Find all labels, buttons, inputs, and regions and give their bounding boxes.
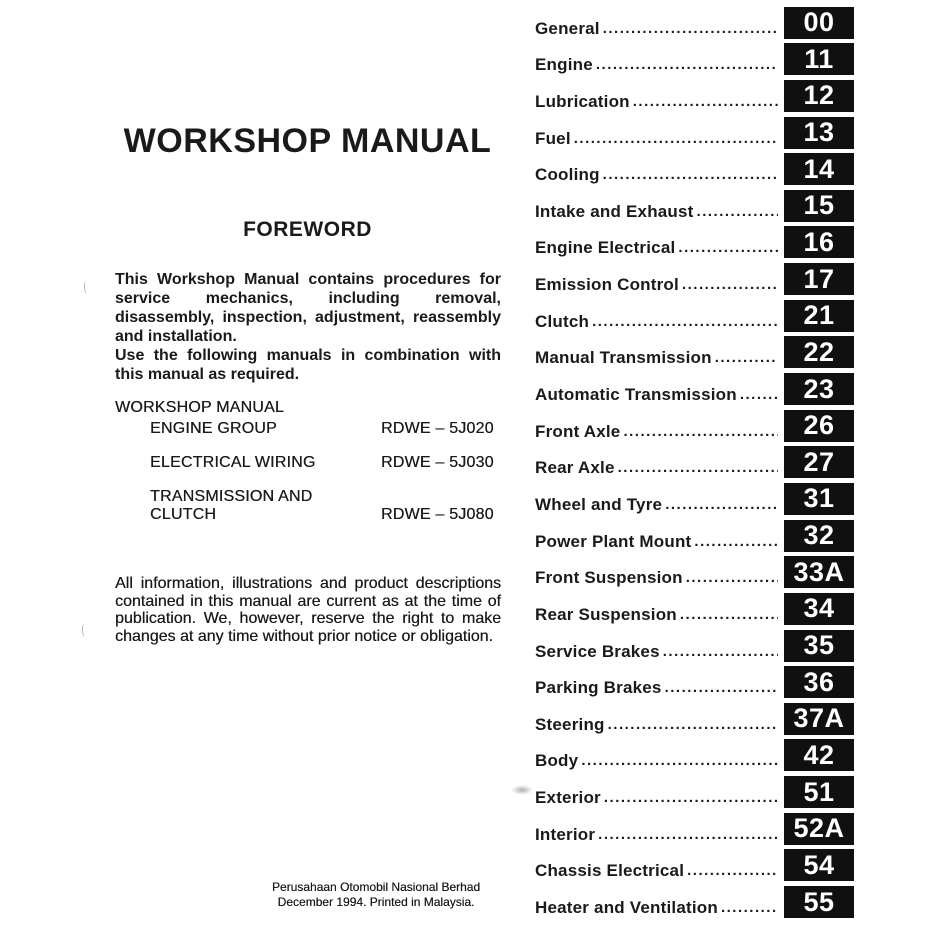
page-title: WORKSHOP MANUAL	[123, 122, 492, 160]
section-label: Engine	[535, 55, 593, 75]
dot-leader	[603, 19, 778, 39]
section-index-row	[535, 295, 854, 332]
section-number-tab: 23	[784, 373, 854, 405]
section-index-row	[535, 405, 854, 442]
dot-leader	[694, 532, 778, 552]
section-index-row	[535, 149, 854, 186]
section-label: Manual Transmission	[535, 348, 712, 368]
section-number-tab: 32	[784, 520, 854, 552]
section-index-row	[535, 771, 854, 808]
manual-item	[150, 420, 501, 438]
section-index-row	[535, 185, 854, 222]
section-number-tab: 54	[784, 849, 854, 881]
section-index-row	[535, 881, 854, 918]
section-label: Interior	[535, 824, 596, 844]
section-label: Cooling	[535, 165, 600, 185]
section-index-row	[535, 515, 854, 552]
section-label: Rear Suspension	[535, 604, 677, 624]
section-number-tab: 22	[784, 336, 854, 368]
section-number-tab: 21	[784, 300, 854, 332]
section-index-row	[535, 442, 854, 479]
dot-leader	[665, 678, 778, 698]
section-number-tab: 27	[784, 446, 854, 478]
section-number-tab: 13	[784, 117, 854, 149]
dot-leader	[581, 751, 778, 771]
section-number-tab: 15	[784, 190, 854, 222]
section-index-row	[535, 625, 854, 662]
dot-leader	[682, 275, 778, 295]
dot-leader	[665, 495, 778, 515]
page-footer	[240, 880, 512, 910]
section-label: Fuel	[535, 128, 571, 148]
section-index-row	[535, 112, 854, 149]
section-index-row	[535, 808, 854, 845]
dot-leader	[608, 715, 778, 735]
section-label: Clutch	[535, 311, 590, 331]
intro-sentence-2: Use the following manuals in combination with this manual as required.	[115, 347, 501, 383]
section-index-row	[535, 258, 854, 295]
section-number-tab: 51	[784, 776, 854, 808]
section-label: Service Brakes	[535, 641, 660, 661]
section-number-tab: 26	[784, 410, 854, 442]
section-label: Exterior	[535, 788, 601, 808]
disclaimer-paragraph: All information, illustrations and product descriptions contained in this manual are current as at the time of publication. We, however, reserve the right to make changes at any time without prior notice or obligation.	[115, 575, 501, 645]
section-number-tab: 33A	[784, 556, 854, 588]
section-index-row	[535, 662, 854, 699]
dot-leader	[715, 348, 778, 368]
section-label: Intake and Exhaust	[535, 201, 694, 221]
dot-leader	[592, 312, 778, 332]
manual-item	[150, 454, 501, 472]
dot-leader	[663, 642, 778, 662]
section-index-row	[535, 698, 854, 735]
manual-code: RDWE – 5J030	[381, 454, 494, 471]
scan-artifact	[84, 281, 90, 294]
dot-leader	[678, 238, 778, 258]
section-index-row	[535, 75, 854, 112]
section-index-row	[535, 735, 854, 772]
intro-sentence-1: This Workshop Manual contains procedures for service mechanics, including removal, disassembly, inspection, adjustment, reassembly and installation.	[115, 271, 501, 345]
section-label: Chassis Electrical	[535, 861, 685, 881]
section-label: Heater and Ventilation	[535, 898, 718, 918]
section-label: Front Suspension	[535, 568, 683, 588]
section-number-tab: 12	[784, 80, 854, 112]
section-number-tab: 55	[784, 886, 854, 918]
section-number-tab: 16	[784, 226, 854, 258]
dot-leader	[623, 422, 778, 442]
section-label: Engine Electrical	[535, 238, 676, 258]
section-label: Lubrication	[535, 91, 630, 111]
section-number-tab: 31	[784, 483, 854, 515]
publisher-line: Perusahaan Otomobil Nasional Berhad	[271, 880, 481, 894]
foreword-heading: FOREWORD	[243, 218, 372, 241]
section-index-row	[535, 39, 854, 76]
section-label: Wheel and Tyre	[535, 494, 663, 514]
section-label: General	[535, 18, 600, 38]
manual-name: ENGINE GROUP	[150, 420, 277, 437]
section-number-tab: 14	[784, 153, 854, 185]
section-label: Rear Axle	[535, 458, 615, 478]
dot-leader	[686, 568, 778, 588]
manual-item	[150, 488, 501, 524]
section-number-tab: 11	[784, 43, 854, 75]
dot-leader	[604, 788, 778, 808]
section-number-tab: 36	[784, 666, 854, 698]
section-number-tab: 37A	[784, 703, 854, 735]
dot-leader	[574, 129, 778, 149]
section-number-tab: 52A	[784, 813, 854, 845]
manuals-group-title: WORKSHOP MANUAL	[115, 399, 284, 416]
dot-leader	[721, 898, 778, 918]
section-label: Power Plant Mount	[535, 531, 692, 551]
section-index-row	[535, 845, 854, 882]
dot-leader	[618, 458, 778, 478]
dot-leader	[740, 385, 778, 405]
dot-leader	[598, 825, 778, 845]
section-index-row	[535, 222, 854, 259]
manual-code: RDWE – 5J080	[381, 506, 494, 523]
section-number-tab: 34	[784, 593, 854, 625]
section-number-tab: 42	[784, 739, 854, 771]
scan-smudge	[511, 785, 533, 795]
dot-leader	[697, 202, 778, 222]
manual-name: ELECTRICAL WIRING	[150, 454, 316, 471]
dot-leader	[633, 92, 778, 112]
manual-code: RDWE – 5J020	[381, 420, 494, 437]
section-index	[535, 2, 854, 918]
related-manuals-list	[115, 399, 501, 524]
dot-leader	[596, 55, 778, 75]
intro-paragraph	[115, 270, 501, 384]
section-index-row	[535, 368, 854, 405]
dot-leader	[680, 605, 778, 625]
dot-leader	[603, 165, 778, 185]
manual-name: TRANSMISSION AND CLUTCH	[150, 488, 313, 523]
section-number-tab: 35	[784, 630, 854, 662]
dot-leader	[687, 861, 778, 881]
section-index-row	[535, 552, 854, 589]
scan-artifact	[82, 624, 88, 637]
section-label: Automatic Transmission	[535, 385, 737, 405]
section-label: Front Axle	[535, 421, 621, 441]
section-number-tab: 00	[784, 7, 854, 39]
section-label: Parking Brakes	[535, 678, 662, 698]
section-label: Steering	[535, 714, 605, 734]
print-info-line: December 1994. Printed in Malaysia.	[277, 895, 475, 909]
section-index-row	[535, 332, 854, 369]
section-label: Body	[535, 751, 579, 771]
section-index-row	[535, 478, 854, 515]
section-number-tab: 17	[784, 263, 854, 295]
section-index-row	[535, 588, 854, 625]
section-index-row	[535, 2, 854, 39]
section-label: Emission Control	[535, 275, 679, 295]
